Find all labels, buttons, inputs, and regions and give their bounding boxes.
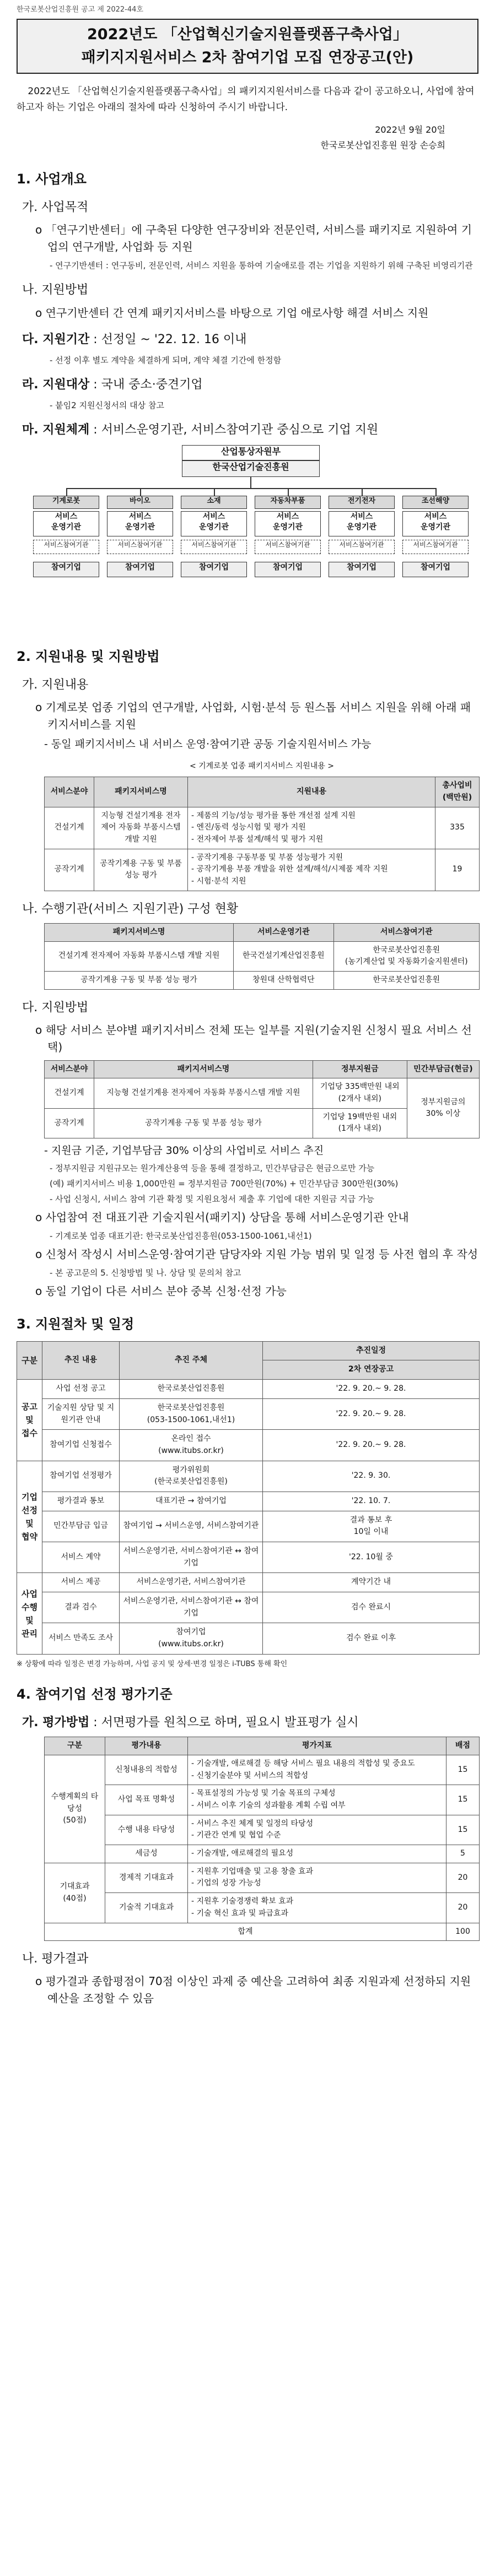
schedule-phase: 사업수행 및 관리 xyxy=(17,1573,42,1654)
table-cell: 건설기계 xyxy=(45,1078,94,1108)
s2-support-table xyxy=(44,777,480,891)
schedule-date: 계약기간 내 xyxy=(263,1573,480,1592)
s2-c-dash-5: - 기계로봇 업종 대표기관: 한국로봇산업진흥원(053-1500-1061,내선1) xyxy=(50,1230,312,1241)
s2c-th-private: 민간부담금(현금) xyxy=(407,1060,479,1078)
evaluation-group: 기대효과 (40점) xyxy=(45,1863,105,1923)
table-cell: 한국로봇산업진흥원 xyxy=(333,971,479,989)
org-operator-box: 서비스 운영기관 xyxy=(329,511,395,536)
org-connector-horizontal xyxy=(66,488,437,489)
s1-c-title: 다. 지원기간 xyxy=(22,332,90,346)
org-column-header: 소재 xyxy=(181,496,247,509)
table-cell: 335 xyxy=(435,807,480,849)
schedule-row xyxy=(17,1511,480,1542)
table-cell: 지능형 건설기계용 전자제어 자동화 부품시스템 개발 지원 xyxy=(94,1078,313,1108)
evaluation-item: 사업 목표 명확성 xyxy=(105,1785,188,1815)
org-column-header: 전기전자 xyxy=(329,496,395,509)
schedule-actor: 서비스운영기관, 서비스참여기관 ↔ 참여기업 xyxy=(120,1592,263,1623)
eval-th-item: 평가내용 xyxy=(105,1737,188,1755)
section-2-title: 2. 지원내용 및 지원방법 xyxy=(17,648,160,664)
evaluation-index: - 지원후 기술경쟁력 확보 효과 - 기술 혁신 효과 및 파급효과 xyxy=(188,1893,446,1923)
org-operator-box: 서비스 운영기관 xyxy=(181,511,247,536)
org-column-connector xyxy=(288,488,289,496)
table-cell: - 공작기계용 구동부품 및 부품 성능평가 지원 - 공작기계용 부품 개발을 위한 설계/해석/시제품 제작 지원 - 시험·분석 지원 xyxy=(188,849,435,891)
org-operator-box: 서비스 운영기관 xyxy=(33,511,99,536)
org-participant-box: 서비스참여기관 xyxy=(255,540,321,554)
table-cell: 창원대 산학협력단 xyxy=(234,971,334,989)
evaluation-row xyxy=(45,1893,480,1923)
s1-e-title: 마. 지원체계 xyxy=(22,422,90,437)
evaluation-row xyxy=(45,1845,480,1863)
schedule-step: 서비스 제공 xyxy=(42,1573,120,1592)
schedule-row xyxy=(17,1592,480,1623)
s2-c-bullet-2: o 사업참여 전 대표기관 기술지원서(패키지) 상담을 통해 서비스운영기관 안내 xyxy=(35,1210,409,1224)
table-cell: 공작기계용 구동 및 부품 성능 평가 xyxy=(94,849,188,891)
org-column-header: 바이오 xyxy=(107,496,173,509)
schedule-row xyxy=(17,1380,480,1399)
s2c-th-gov: 정부지원금 xyxy=(313,1060,407,1078)
table-row xyxy=(45,849,480,891)
schedule-step: 서비스 만족도 조사 xyxy=(42,1623,120,1654)
s2-c-bullet: o 해당 서비스 분야별 패키지서비스 전체 또는 일부를 지원(기술지원 신청시 필요 서비스 선택) xyxy=(35,1023,472,1054)
org-operator-box: 서비스 운영기관 xyxy=(255,511,321,536)
org-column-connector xyxy=(362,488,363,496)
s1-a-bullet: o 「연구기반센터」에 구축된 다양한 연구장비와 전문인력, 서비스를 패키지로 지원하여 기업의 연구개발, 사업화 등 지원 xyxy=(35,223,472,254)
sched-th-step: 추진 내용 xyxy=(42,1341,120,1379)
schedule-actor: 한국로봇산업진흥원 (053-1500-1061,내선1) xyxy=(120,1398,263,1429)
s1-d-dash: - 붙임2 지원신청서의 대상 참고 xyxy=(50,400,164,410)
schedule-step: 결과 검수 xyxy=(42,1592,120,1623)
schedule-step: 기술지원 상담 및 지원기관 안내 xyxy=(42,1398,120,1429)
s2-c-dash-1: - 지원금 기준, 기업부담금 30% 이상의 사업비로 서비스 추진 xyxy=(44,1145,324,1157)
s2-org-table xyxy=(44,923,480,990)
schedule-step: 민간부담금 입금 xyxy=(42,1511,120,1542)
schedule-phase: 기업 선정 및 협약 xyxy=(17,1461,42,1573)
s2-c-bullet-4: o 동일 기업이 다른 서비스 분야 중복 신청·선정 가능 xyxy=(35,1284,287,1298)
schedule-date: '22. 10. 7. xyxy=(263,1492,480,1511)
evaluation-score: 15 xyxy=(446,1785,480,1815)
s2-th-package: 패키지서비스명 xyxy=(94,777,188,807)
org-participant-box: 서비스참여기관 xyxy=(33,540,99,554)
s2-method-table xyxy=(44,1060,480,1138)
s1-b-title: 나. 지원방법 xyxy=(22,283,89,297)
notice-org: 한국로봇산업진흥원 원장 손승희 xyxy=(320,140,445,151)
org-column-header: 조선해양 xyxy=(402,496,469,509)
org-top-ministry: 산업통상자원부 xyxy=(182,445,320,460)
s1-c-text: : 선정일 ~ '22. 12. 16 이내 xyxy=(93,332,247,346)
org-company-box: 참여기업 xyxy=(402,562,469,577)
table-row xyxy=(45,807,480,849)
s4-a-text: : 서면평가를 원칙으로 하며, 필요시 발표평가 실시 xyxy=(93,1716,359,1730)
s2-c-bullet-3: o 신청서 작성시 서비스운영·참여기관 담당자와 지원 가능 범위 및 일정 등 사전 협의 후 작성 xyxy=(35,1247,478,1261)
s2-table-caption: < 기계로봇 업종 패키지서비스 지원내용 > xyxy=(189,761,335,771)
s2-c-dash-3: (예) 패키지서비스 비용 1,000만원 = 정부지원금 700만원(70%) + 민간부담금 300만원(30%) xyxy=(50,1178,399,1189)
schedule-date: 검수 완료 이후 xyxy=(263,1623,480,1654)
s1-e-heading xyxy=(22,421,478,440)
s2b-th-operator: 서비스운영기관 xyxy=(234,923,334,941)
org-column-header: 자동차부품 xyxy=(255,496,321,509)
evaluation-item: 경제적 기대효과 xyxy=(105,1863,188,1892)
schedule-date: '22. 9. 20.~ 9. 28. xyxy=(263,1430,480,1461)
evaluation-score: 15 xyxy=(446,1815,480,1845)
table-cell: 정부지원금의 30% 이상 xyxy=(407,1078,479,1138)
evaluation-index: - 지원후 기업매출 및 고용 창출 효과 - 기업의 성장 가능성 xyxy=(188,1863,446,1892)
s2-th-budget: 총사업비(백만원) xyxy=(435,777,480,807)
evaluation-item: 수행 내용 타당성 xyxy=(105,1815,188,1845)
table-cell: 건설기계 전자제어 자동화 부품시스템 개발 지원 xyxy=(45,941,234,971)
schedule-actor: 서비스운영기관, 서비스참여기관 xyxy=(120,1573,263,1592)
sched-th-round: 2차 연장공고 xyxy=(263,1360,480,1380)
org-column-connector xyxy=(214,488,215,496)
notice-number: 한국로봇산업진흥원 공고 제 2022-44호 xyxy=(17,6,143,14)
org-company-box: 참여기업 xyxy=(33,562,99,577)
s2-c-dash-6: - 본 공고문의 5. 신청방법 및 나. 상담 및 문의처 참고 xyxy=(50,1267,241,1278)
s2-c-dash-4: - 사업 신청시, 서비스 참여 기관 확정 및 지원요청서 제출 후 기업에 대한 지원금 지급 가능 xyxy=(50,1194,374,1204)
table-cell: 기업당 19백만원 내외 (1개사 내외) xyxy=(313,1108,407,1138)
schedule-table xyxy=(17,1341,480,1655)
s2-b-title: 나. 수행기관(서비스 지원기관) 구성 현황 xyxy=(22,902,239,916)
schedule-date: '22. 10월 중 xyxy=(263,1542,480,1573)
schedule-actor: 대표기관 → 참여기업 xyxy=(120,1492,263,1511)
table-cell: 한국건설기계산업진흥원 xyxy=(234,941,334,971)
evaluation-row xyxy=(45,1923,480,1941)
evaluation-item: 세금성 xyxy=(105,1845,188,1863)
schedule-step: 서비스 계약 xyxy=(42,1542,120,1573)
intro-paragraph: 2022년도 「산업혁신기술지원플랫폼구축사업」의 패키지지원서비스를 다음과 같이 공고하오니, 사업에 참여하고자 하는 기업은 아래의 절차에 따라 신청하여 주시기 바랍니다. xyxy=(17,85,475,113)
table-row xyxy=(45,971,480,989)
schedule-date: 결과 통보 후 10일 이내 xyxy=(263,1511,480,1542)
s4-a-heading xyxy=(22,1713,478,1732)
table-cell: 공작기계 xyxy=(45,1108,94,1138)
org-top-agency: 한국산업기술진흥원 xyxy=(182,460,320,477)
sched-th-actor: 추진 주체 xyxy=(120,1341,263,1379)
s1-d-title: 라. 지원대상 xyxy=(22,377,90,392)
s2-a-bullet: o 기계로봇 업종 기업의 연구개발, 사업화, 시험·분석 등 원스톱 서비스 지원을 위해 아래 패키지서비스를 지원 xyxy=(35,701,471,731)
evaluation-index: - 목표설정의 가능성 및 기술 목표의 구체성 - 서비스 이후 기술의 성과활용 계획 수립 여부 xyxy=(188,1785,446,1815)
sched-th-phase: 구분 xyxy=(17,1341,42,1379)
s2c-th-package: 패키지서비스명 xyxy=(94,1060,313,1078)
s1-a-title: 가. 사업목적 xyxy=(22,200,89,215)
org-participant-box: 서비스참여기관 xyxy=(181,540,247,554)
notice-title xyxy=(17,19,478,74)
schedule-note: ※ 상황에 따라 일정은 변경 가능하며, 사업 공지 및 상세·변경 일정은 i-TUBS 통해 확인 xyxy=(17,1660,288,1668)
s4-a-title: 가. 평가방법 xyxy=(22,1716,90,1730)
evaluation-index: - 기술개발, 애로해결의 필요성 xyxy=(188,1845,446,1863)
s2b-th-package: 패키지서비스명 xyxy=(45,923,234,941)
org-operator-box: 서비스 운영기관 xyxy=(107,511,173,536)
s4-b-bullet: o 평가결과 종합평점이 70점 이상인 과제 중 예산을 고려하여 최종 지원과제 선정하되 지원예산을 조정할 수 있음 xyxy=(35,1975,471,2005)
s2-th-field: 서비스분야 xyxy=(45,777,94,807)
schedule-row xyxy=(17,1430,480,1461)
org-column-connector xyxy=(140,488,141,496)
evaluation-total-label: 합계 xyxy=(45,1923,446,1941)
s1-c-dash: - 선정 이후 별도 계약을 체결하게 되며, 계약 체결 기간에 한정함 xyxy=(50,355,282,365)
s2b-th-participant: 서비스참여기관 xyxy=(333,923,479,941)
table-cell: 공작기계용 구동 및 부품 성능 평가 xyxy=(45,971,234,989)
org-company-box: 참여기업 xyxy=(255,562,321,577)
schedule-actor: 참여기업 (www.itubs.or.kr) xyxy=(120,1623,263,1654)
section-3-title: 3. 지원절차 및 일정 xyxy=(17,1316,134,1332)
schedule-step: 참여기업 신청접수 xyxy=(42,1430,120,1461)
schedule-phase: 공고 및 접수 xyxy=(17,1380,42,1461)
table-row xyxy=(45,941,480,971)
eval-th-group: 구분 xyxy=(45,1737,105,1755)
table-cell: 한국로봇산업진흥원 (농기계산업 및 자동화기술지원센터) xyxy=(333,941,479,971)
schedule-actor: 평가위원회 (한국로봇산업진흥원) xyxy=(120,1461,263,1492)
evaluation-item: 신청내용의 적합성 xyxy=(105,1755,188,1785)
s1-b-bullet: o 연구기반센터 간 연계 패키지서비스를 바탕으로 기업 애로사항 해결 서비스 지원 xyxy=(35,306,429,319)
org-column-header: 기계로봇 xyxy=(33,496,99,509)
table-cell: 공작기계 xyxy=(45,849,94,891)
s1-d-text: : 국내 중소·중견기업 xyxy=(93,377,203,392)
schedule-date: '22. 9. 20.~ 9. 28. xyxy=(263,1398,480,1429)
evaluation-item: 기술적 기대효과 xyxy=(105,1893,188,1923)
section-1-title: 1. 사업개요 xyxy=(17,171,87,187)
table-cell: 19 xyxy=(435,849,480,891)
schedule-date: 검수 완료시 xyxy=(263,1592,480,1623)
schedule-row xyxy=(17,1398,480,1429)
s1-c-heading xyxy=(22,330,478,349)
evaluation-score: 20 xyxy=(446,1893,480,1923)
notice-date: 2022년 9월 20일 xyxy=(375,124,445,135)
org-operator-box: 서비스 운영기관 xyxy=(402,511,469,536)
org-company-box: 참여기업 xyxy=(181,562,247,577)
s1-a-dash: - 연구기반센터 : 연구동비, 전문인력, 서비스 지원을 통하여 기술애로를 겪는 기업을 지원하기 위해 구축된 비영리기관 xyxy=(50,261,473,271)
org-column-connector xyxy=(435,488,437,496)
org-connector-vertical xyxy=(250,477,251,488)
s2c-th-field: 서비스분야 xyxy=(45,1060,94,1078)
schedule-row xyxy=(17,1492,480,1511)
evaluation-score: 100 xyxy=(446,1923,480,1941)
schedule-row xyxy=(17,1542,480,1573)
evaluation-score: 20 xyxy=(446,1863,480,1892)
schedule-actor: 참여기업 → 서비스운영, 서비스참여기관 xyxy=(120,1511,263,1542)
eval-th-index: 평가지표 xyxy=(188,1737,446,1755)
evaluation-row xyxy=(45,1755,480,1785)
schedule-date: '22. 9. 30. xyxy=(263,1461,480,1492)
schedule-step: 평가결과 통보 xyxy=(42,1492,120,1511)
table-cell: 기업당 335백만원 내외 (2개사 내외) xyxy=(313,1078,407,1108)
s1-d-heading xyxy=(22,376,478,394)
schedule-date: '22. 9. 20.~ 9. 28. xyxy=(263,1380,480,1399)
schedule-actor: 서비스운영기관, 서비스참여기관 ↔ 참여기업 xyxy=(120,1542,263,1573)
org-participant-box: 서비스참여기관 xyxy=(107,540,173,554)
org-participant-box: 서비스참여기관 xyxy=(402,540,469,554)
s2-a-dash: - 동일 패키지서비스 내 서비스 운영·참여기관 공동 기술지원서비스 가능 xyxy=(44,738,372,751)
schedule-row xyxy=(17,1623,480,1654)
evaluation-table xyxy=(44,1737,480,1941)
evaluation-index: - 서비스 추진 체계 및 일정의 타당성 - 기관간 연계 및 협업 수준 xyxy=(188,1815,446,1845)
schedule-row xyxy=(17,1461,480,1492)
s1-e-text: : 서비스운영기관, 서비스참여기관 중심으로 기업 지원 xyxy=(93,422,379,437)
schedule-step: 참여기업 선정평가 xyxy=(42,1461,120,1492)
evaluation-index: - 기술개발, 애로해결 등 해당 서비스 필요 내용의 적합성 및 중요도 - 신청기술분야 및 서비스의 적합성 xyxy=(188,1755,446,1785)
org-participant-box: 서비스참여기관 xyxy=(329,540,395,554)
section-4-title: 4. 참여기업 선정 평가기준 xyxy=(17,1686,173,1702)
sched-th-date: 추진일정 xyxy=(263,1341,480,1360)
s4-b-title: 나. 평가결과 xyxy=(22,1952,89,1966)
evaluation-score: 15 xyxy=(446,1755,480,1785)
s2-th-content: 지원내용 xyxy=(188,777,435,807)
title-line-1: 2022년도 「산업혁신기술지원플랫폼구축사업」 xyxy=(87,26,408,44)
eval-th-score: 배점 xyxy=(446,1737,480,1755)
support-system-chart xyxy=(33,445,485,632)
schedule-actor: 한국로봇산업진흥원 xyxy=(120,1380,263,1399)
evaluation-row xyxy=(45,1815,480,1845)
table-cell: - 제품의 기능/성능 평가를 통한 개선점 설계 지원 - 엔진/동력 성능시험 및 평가 지원 - 전자제어 부품 설계/해석 및 평가 지원 xyxy=(188,807,435,849)
evaluation-score: 5 xyxy=(446,1845,480,1863)
table-cell: 지능형 건설기계용 전자제어 자동화 부품시스템 개발 지원 xyxy=(94,807,188,849)
table-row xyxy=(45,1078,480,1108)
s2-c-dash-2: - 정부지원금 지원규모는 원가계산용역 등을 통해 결정하고, 민간부담금은 현금으로만 가능 xyxy=(50,1163,375,1173)
evaluation-row xyxy=(45,1785,480,1815)
s2-c-title: 다. 지원방법 xyxy=(22,1000,89,1015)
schedule-actor: 온라인 접수 (www.itubs.or.kr) xyxy=(120,1430,263,1461)
table-cell: 공작기계용 구동 및 부품 성능 평가 xyxy=(94,1108,313,1138)
title-line-2: 패키지지원서비스 2차 참여기업 모집 연장공고(안) xyxy=(81,48,414,66)
table-cell: 건설기계 xyxy=(45,807,94,849)
evaluation-row xyxy=(45,1863,480,1892)
schedule-step: 사업 선정 공고 xyxy=(42,1380,120,1399)
org-column-connector xyxy=(66,488,67,496)
org-company-box: 참여기업 xyxy=(107,562,173,577)
evaluation-group: 수행계획의 타당성 (50점) xyxy=(45,1755,105,1863)
s2-a-title: 가. 지원내용 xyxy=(22,678,89,692)
schedule-row xyxy=(17,1573,480,1592)
org-company-box: 참여기업 xyxy=(329,562,395,577)
